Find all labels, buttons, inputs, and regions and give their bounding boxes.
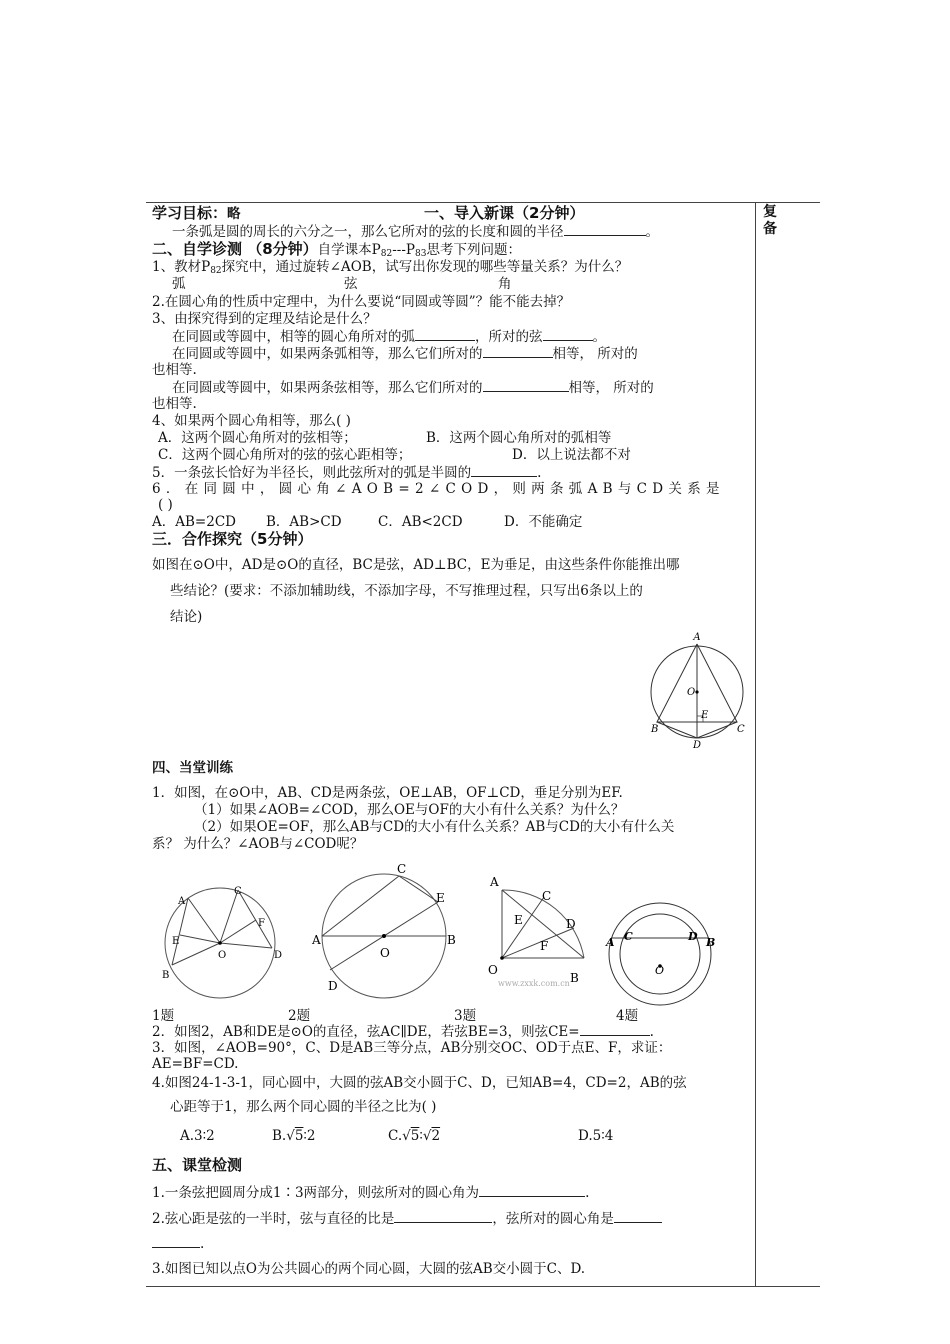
svg-text:B: B <box>447 933 456 947</box>
figure-1 <box>158 880 288 1000</box>
check-q1: 1.一条弦把圆周分成1∶3两部分，则弦所对的圆心角为 . <box>152 1185 590 1201</box>
drill-q4-option-c: C.√5∶√2 <box>388 1128 441 1144</box>
drill-q4-cont: 心距等于1，那么两个同心圆的半径之比为( ) <box>170 1099 437 1115</box>
svg-text:D: D <box>566 917 576 931</box>
svg-text:A: A <box>312 933 321 947</box>
q3-line-3-end: 也相等. <box>152 396 197 412</box>
check-q2: 2.弦心距是弦的一半时，弦与直径的比是 ，弦所对的圆心角是 <box>152 1209 662 1228</box>
question-6-stem: 6．在同圆中，圆心角∠AOB=2∠COD，则两条弧AB与CD关系是 <box>152 481 725 497</box>
question-2: 2.在圆心角的性质中定理中，为什么要说“同圆或等圆”？能不能去掉？ <box>152 294 571 310</box>
q1-word-arc: 弧 <box>172 276 186 292</box>
caption-1: 1题 <box>152 1008 175 1024</box>
drill-q3-cont: AE=BF=CD. <box>152 1056 239 1072</box>
figure-2 <box>310 860 465 1005</box>
svg-text:F: F <box>258 918 265 929</box>
drill-q1: 1．如图，在⊙O中，AB、CD是两条弦，OE⊥AB，OF⊥CD，垂足分别为EF. <box>152 785 623 801</box>
q4-option-c: C．这两个圆心角所对的弦的弦心距相等； <box>158 447 412 463</box>
q6-option-c: C．AB<2CD <box>378 514 463 530</box>
goal-label: 学习目标： <box>152 204 228 222</box>
drill-q4-option-a: A.3∶2 <box>180 1128 215 1144</box>
svg-text:E: E <box>436 891 445 905</box>
q3-line-1: 在同圆或等圆中，相等的圆心角所对的弧 ，所对的弦 。 <box>172 329 606 345</box>
drill-q4-option-b: B.√5∶2 <box>272 1128 316 1144</box>
svg-text:O: O <box>488 963 498 977</box>
question-3-title: 3、由探究得到的定理及结论是什么？ <box>152 311 377 327</box>
section-2-title-line: 二、自学诊测 （8分钟）自学课本$P_{82}---P_{83}$思考下列问题： <box>152 240 521 259</box>
section-5-title: 五、课堂检测 <box>152 1156 243 1174</box>
svg-text:C: C <box>397 862 407 876</box>
caption-4: 4题 <box>616 1008 639 1024</box>
svg-text:C: C <box>234 886 242 897</box>
q3-line-3: 在同圆或等圆中，如果两条弦相等，那么它们所对的 相等， 所对的 <box>172 380 654 396</box>
question-4-stem: 4、如果两个圆心角相等，那么( ) <box>152 413 351 429</box>
label-A: A <box>693 632 701 643</box>
svg-text:B: B <box>706 936 716 949</box>
header-row <box>152 204 241 223</box>
q3-line-2-end: 也相等. <box>152 362 197 378</box>
drill-q1-part2-cont: 系？ 为什么？∠AOB与∠COD呢？ <box>152 836 364 852</box>
question-1: 1、教材$P_{82}$探究中，通过旋转∠AOB，试写出你发现的哪些等量关系？为什么？ <box>152 259 629 276</box>
q6-paren: ( ) <box>158 497 173 513</box>
svg-text:B: B <box>570 971 579 985</box>
q3-line-2: 在同圆或等圆中，如果两条弧相等，那么它们所对的 相等， 所对的 <box>172 346 638 362</box>
figure-4 <box>600 900 725 1010</box>
side-column-label: 复备 <box>763 204 777 237</box>
svg-text:D: D <box>688 930 698 943</box>
section-1-title: 一、导入新课（2分钟） <box>424 204 585 222</box>
svg-text:A: A <box>178 896 186 907</box>
svg-text:B: B <box>162 970 170 981</box>
section-4-title: 四、当堂训练 <box>152 760 233 776</box>
svg-text:F: F <box>540 939 549 953</box>
q6-option-a: A．AB=2CD <box>152 514 236 530</box>
q6-option-d: D．不能确定 <box>504 514 583 530</box>
svg-text:A: A <box>606 936 615 949</box>
svg-text:D: D <box>328 979 338 993</box>
svg-text:E: E <box>172 936 180 947</box>
label-D: D <box>693 740 702 750</box>
column-divider <box>755 202 756 1286</box>
label-E: E <box>701 710 709 721</box>
svg-text:E: E <box>514 913 523 927</box>
drill-q4: 4.如图24-1-3-1，同心圆中，大圆的弦AB交小圆于C、D，已知AB=4，CD=2，AB的弦 <box>152 1075 687 1091</box>
sec3-text-2: 些结论？(要求：不添加辅助线，不添加字母，不写推理过程，只写出6条以上的 <box>170 583 643 599</box>
drill-q1-part1: （1）如果∠AOB=∠COD，那么OE与OF的大小有什么关系？为什么？ <box>194 802 625 818</box>
svg-text:A: A <box>490 875 499 889</box>
q4-option-b: B．这两个圆心角所对的弧相等 <box>426 430 612 446</box>
label-B: B <box>651 724 659 735</box>
svg-text:O: O <box>380 946 390 960</box>
svg-text:C: C <box>624 930 633 943</box>
drill-q3: 3．如图，∠AOB=90°，C、D是AB三等分点，AB分别交OC、OD于点E、F，求证： <box>152 1040 672 1056</box>
q4-option-d: D．以上说法都不对 <box>512 447 631 463</box>
svg-text:www.zxxk.com.cn: www.zxxk.com.cn <box>498 979 570 988</box>
check-q2-cont: . <box>152 1234 204 1253</box>
label-O: O <box>687 687 696 698</box>
drill-q2: 2．如图2，AB和DE是⊙O的直径，弦AC∥DE，若弦BE=3，则弦CE= . <box>152 1024 654 1040</box>
check-q3: 3.如图已知以点O为公共圆心的两个同心圆，大圆的弦AB交小圆于C、D. <box>152 1261 586 1277</box>
label-C: C <box>737 724 745 735</box>
goal-value: 略 <box>227 206 241 222</box>
caption-2: 2题 <box>288 1008 311 1024</box>
svg-text:D: D <box>274 950 283 961</box>
q6-option-b: B．AB>CD <box>266 514 342 530</box>
drill-q1-part2: （2）如果OE=OF，那么AB与CD的大小有什么关系？AB与CD的大小有什么关 <box>194 819 675 835</box>
sec3-text-1: 如图在⊙O中，AD是⊙O的直径，BC是弦，AD⊥BC，E为垂足，由这些条件你能推出哪 <box>152 557 680 573</box>
sec3-text-3: 结论) <box>170 609 203 625</box>
watermark <box>498 976 598 990</box>
caption-3: 3题 <box>454 1008 477 1024</box>
intro-line: 一条弧是圆的周长的六分之一，那么它所对的弦的长度和圆的半径 。 <box>172 224 659 240</box>
svg-text:O: O <box>218 950 227 961</box>
circle-figure-main <box>645 630 751 750</box>
question-5: 5．一条弦长恰好为半径长，则此弦所对的弧是半圆的 . <box>152 465 542 481</box>
table-top-border <box>146 202 820 203</box>
drill-q4-option-d: D.5∶4 <box>578 1128 614 1144</box>
svg-text:O: O <box>655 964 665 977</box>
q1-word-chord: 弦 <box>344 276 358 292</box>
section-3-title: 三．合作探究（5分钟） <box>152 530 313 548</box>
svg-text:C: C <box>542 889 552 903</box>
section-2-title: 二、自学诊测 （8分钟） <box>152 240 318 258</box>
q4-option-a: A．这两个圆心角所对的弦相等； <box>158 430 357 446</box>
table-bottom-border <box>146 1286 820 1287</box>
q1-word-angle: 角 <box>498 276 512 292</box>
